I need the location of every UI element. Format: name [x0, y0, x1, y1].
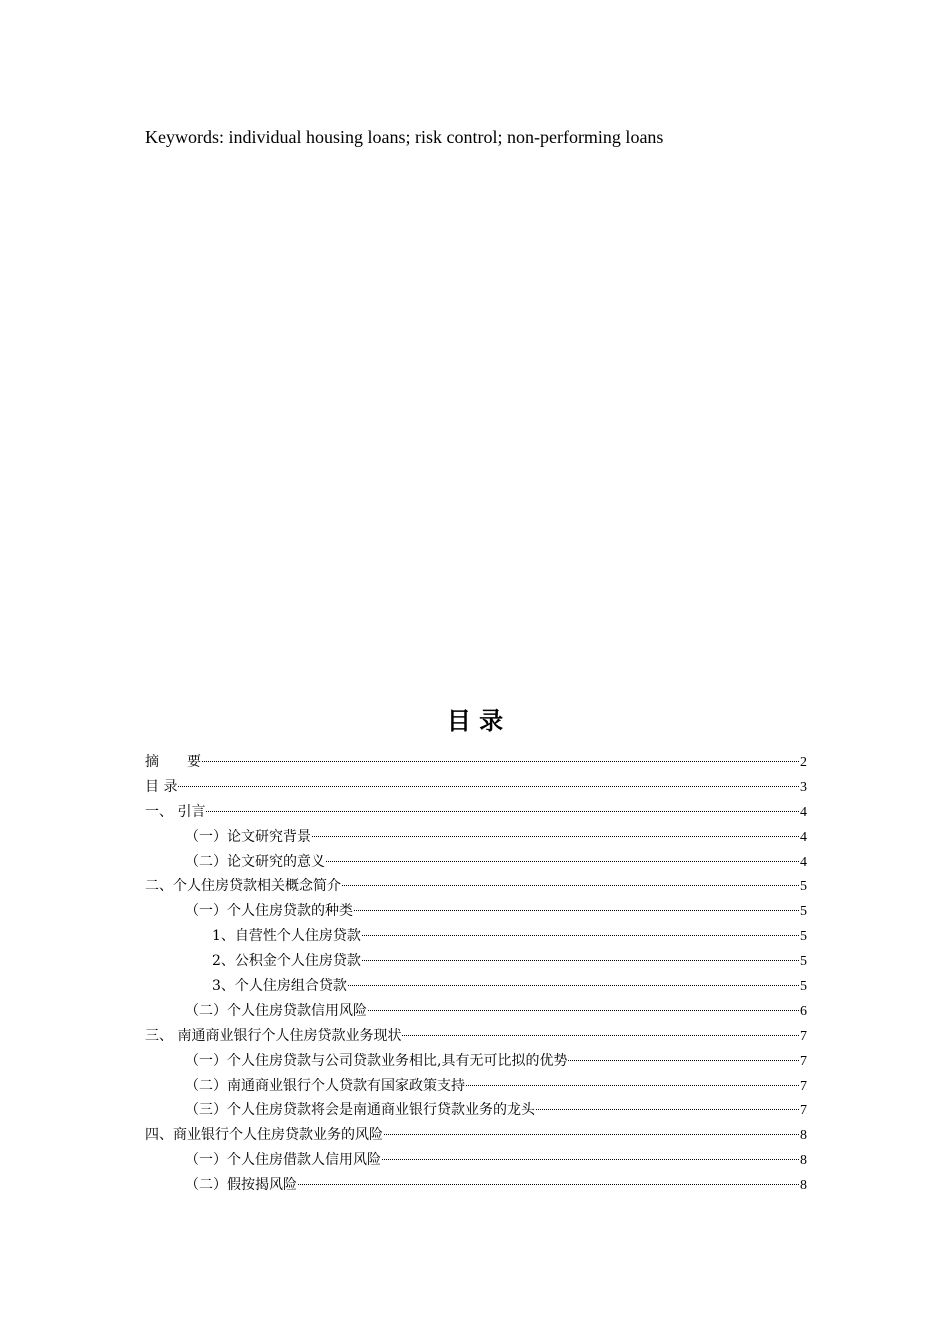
toc-entry-chapter-1[interactable]	[145, 800, 807, 825]
toc-entry-label: 3、个人住房组合贷款	[212, 978, 347, 995]
toc-entry-chapter-2[interactable]	[145, 874, 807, 899]
toc-entry-label: （一）个人住房借款人信用风险	[185, 1152, 381, 1169]
toc-entry-section-3-3[interactable]	[145, 1098, 807, 1123]
toc-entry-subsection-2-1-1[interactable]	[145, 924, 807, 949]
toc-entry-label: 四、商业银行个人住房贷款业务的风险	[145, 1127, 383, 1144]
toc-dot-leader	[312, 836, 799, 837]
toc-entry-page: 2	[800, 755, 807, 770]
toc-dot-leader	[326, 861, 799, 862]
toc-entry-label: （一）个人住房贷款与公司贷款业务相比,具有无可比拟的优势	[185, 1052, 568, 1069]
toc-dot-leader	[206, 811, 799, 812]
toc-entry-section-4-2[interactable]	[145, 1173, 807, 1198]
toc-entry-subsection-2-1-2[interactable]	[145, 949, 807, 974]
toc-dot-leader	[368, 1010, 799, 1011]
toc-entry-section-4-1[interactable]	[145, 1148, 807, 1173]
toc-dot-leader	[298, 1184, 799, 1185]
toc-entry-page: 8	[800, 1153, 807, 1169]
toc-dot-leader	[342, 885, 799, 886]
toc-entry-chapter-4[interactable]	[145, 1123, 807, 1148]
toc-entry-label: （一）个人住房贷款的种类	[185, 903, 353, 920]
toc-entry-label: 目 录	[145, 778, 178, 795]
toc-dot-leader	[568, 1060, 799, 1061]
toc-dot-leader	[384, 1134, 799, 1135]
toc-dot-leader	[382, 1159, 799, 1160]
toc-entry-page: 7	[800, 1078, 807, 1094]
toc-dot-leader	[202, 761, 799, 762]
toc-entry-contents[interactable]	[145, 775, 807, 800]
toc-entry-page: 5	[800, 879, 807, 895]
toc-dot-leader	[178, 786, 799, 787]
toc-entry-page: 5	[800, 954, 807, 970]
toc-entry-page: 7	[800, 1103, 807, 1119]
toc-entry-label: 一、 引言	[145, 803, 206, 820]
toc-entry-page: 4	[800, 854, 807, 870]
toc-dot-leader	[362, 960, 799, 961]
toc-entry-page: 6	[800, 1003, 807, 1019]
toc-dot-leader	[354, 910, 799, 911]
toc-dot-leader	[536, 1109, 799, 1110]
toc-dot-leader	[348, 985, 799, 986]
toc-entry-page: 5	[800, 979, 807, 995]
toc-dot-leader	[362, 935, 799, 936]
toc-entry-page: 8	[800, 1178, 807, 1194]
toc-entry-label: （二）个人住房贷款信用风险	[185, 1002, 367, 1019]
toc-entry-section-1-2[interactable]	[145, 850, 807, 875]
toc-entry-section-1-1[interactable]	[145, 825, 807, 850]
toc-entry-label: 摘 要	[145, 754, 201, 770]
toc-entry-chapter-3[interactable]	[145, 1024, 807, 1049]
toc-entry-label: （三）个人住房贷款将会是南通商业银行贷款业务的龙头	[185, 1102, 535, 1119]
toc-entry-page: 4	[800, 804, 807, 820]
toc-entry-subsection-2-1-3[interactable]	[145, 974, 807, 999]
toc-entry-label: 1、自营性个人住房贷款	[212, 928, 361, 945]
toc-entry-page: 5	[800, 929, 807, 945]
toc-entry-label: （一）论文研究背景	[185, 828, 311, 845]
toc-entry-section-3-2[interactable]	[145, 1074, 807, 1099]
toc-entry-page: 3	[800, 779, 807, 795]
table-of-contents	[145, 750, 807, 1198]
toc-dot-leader	[466, 1085, 799, 1086]
toc-entry-section-2-1[interactable]	[145, 899, 807, 924]
toc-entry-label: （二）假按揭风险	[185, 1177, 297, 1194]
toc-entry-label: （二）南通商业银行个人贷款有国家政策支持	[185, 1077, 465, 1094]
toc-entry-page: 7	[800, 1028, 807, 1044]
keywords-line: Keywords: individual housing loans; risk control; non-performing loans	[145, 127, 664, 147]
toc-entry-label: 二、个人住房贷款相关概念简介	[145, 878, 341, 895]
toc-entry-label: 三、 南通商业银行个人住房贷款业务现状	[145, 1027, 402, 1044]
toc-dot-leader	[402, 1035, 799, 1036]
toc-entry-page: 8	[800, 1128, 807, 1144]
toc-entry-section-3-1[interactable]	[145, 1049, 807, 1074]
toc-title: 目 录	[446, 706, 504, 735]
toc-entry-page: 7	[800, 1053, 807, 1069]
toc-entry-page: 5	[800, 904, 807, 920]
toc-entry-label: （二）论文研究的意义	[185, 853, 325, 870]
toc-entry-page: 4	[800, 829, 807, 845]
toc-entry-abstract[interactable]	[145, 750, 807, 775]
toc-entry-section-2-2[interactable]	[145, 999, 807, 1024]
toc-entry-label: 2、公积金个人住房贷款	[212, 953, 361, 970]
